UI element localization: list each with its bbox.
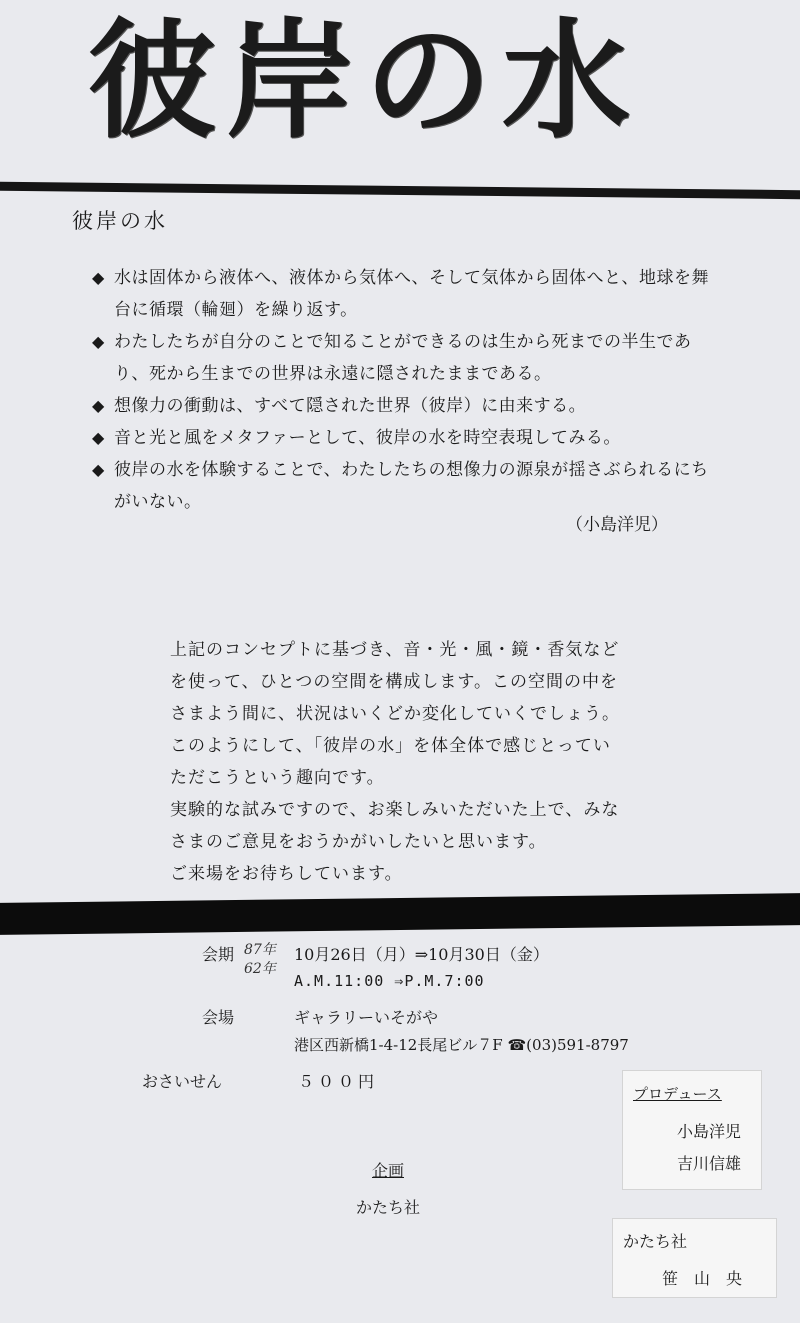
body-line: ただこうという趣向です。 <box>170 768 385 788</box>
producer-name: 吉川信雄 <box>676 1154 741 1173</box>
body-line: さまのご意見をおうかがいしたいと思います。 <box>170 832 547 852</box>
diamond-bullet-icon: ◆ <box>92 428 105 447</box>
concept-text: わたしたちが自分のことで知ることができるのは生から死までの半生であり、死から生までの世界は永遠に隠されたままである。 <box>114 332 692 384</box>
period-dates: 10月26日（月）⇒10月30日（金） <box>294 945 549 964</box>
planning-block <box>338 1158 438 1218</box>
body-line: ご来場をお待ちしています。 <box>170 864 403 884</box>
organizer-company: かたち社 <box>623 1232 688 1251</box>
organizer-person: 笹山央 <box>661 1269 758 1288</box>
venue-address: 港区西新橋1-4-12長尾ビル７F ☎(03)591-8797 <box>294 1036 629 1054</box>
period-hours: A.M.11:00 ⇒P.M.7:00 <box>294 972 485 990</box>
concept-text: 水は固体から液体へ、液体から気体へ、そして気体から固体へと、地球を舞台に循環（輪廻）を繰り返す。 <box>114 268 709 320</box>
diamond-bullet-icon: ◆ <box>92 396 105 415</box>
donation-label: おさいせん <box>142 1072 223 1091</box>
main-title: 彼岸の水 <box>88 7 641 156</box>
venue-name: ギャラリーいそがや <box>294 1008 439 1027</box>
body-line: さまよう間に、状況はいくどか変化していくでしょう。 <box>170 704 620 724</box>
handwritten-era: 62年 <box>244 961 276 977</box>
planning-name: かたち社 <box>355 1198 420 1217</box>
donation-value: ５００円 <box>298 1072 379 1091</box>
venue-label: 会場 <box>202 1008 235 1027</box>
concept-text: 音と光と風をメタファーとして、彼岸の水を時空表現してみる。 <box>114 428 621 448</box>
body-line: 実験的な試みですので、お楽しみいただいた上で、みな <box>170 800 620 820</box>
diamond-bullet-icon: ◆ <box>92 460 105 479</box>
producer-heading: プロデュース <box>633 1085 722 1103</box>
concept-text: 彼岸の水を体験することで、わたしたちの想像力の源泉が揺さぶられるにちがいない。 <box>114 460 709 512</box>
period-label: 会期 <box>202 945 235 964</box>
body-line: 上記のコンセプトに基づき、音・光・風・鏡・香気など <box>170 640 620 660</box>
producer-name: 小島洋児 <box>676 1122 741 1141</box>
diamond-bullet-icon: ◆ <box>92 268 105 287</box>
diamond-bullet-icon: ◆ <box>92 332 105 351</box>
concept-text: 想像力の衝動は、すべて隠された世界（彼岸）に由来する。 <box>114 396 587 416</box>
concept-author: （小島洋児） <box>566 515 668 535</box>
producer-card <box>622 1070 762 1190</box>
planning-heading: 企画 <box>371 1161 404 1180</box>
section-title: 彼岸の水 <box>72 209 168 233</box>
body-line: このようにして、「彼岸の水」を体全体で感じとってい <box>170 736 611 756</box>
handwritten-year: 87年 <box>244 942 276 958</box>
organizer-card <box>612 1218 777 1298</box>
body-line: を使って、ひとつの空間を構成します。この空間の中を <box>170 672 618 692</box>
